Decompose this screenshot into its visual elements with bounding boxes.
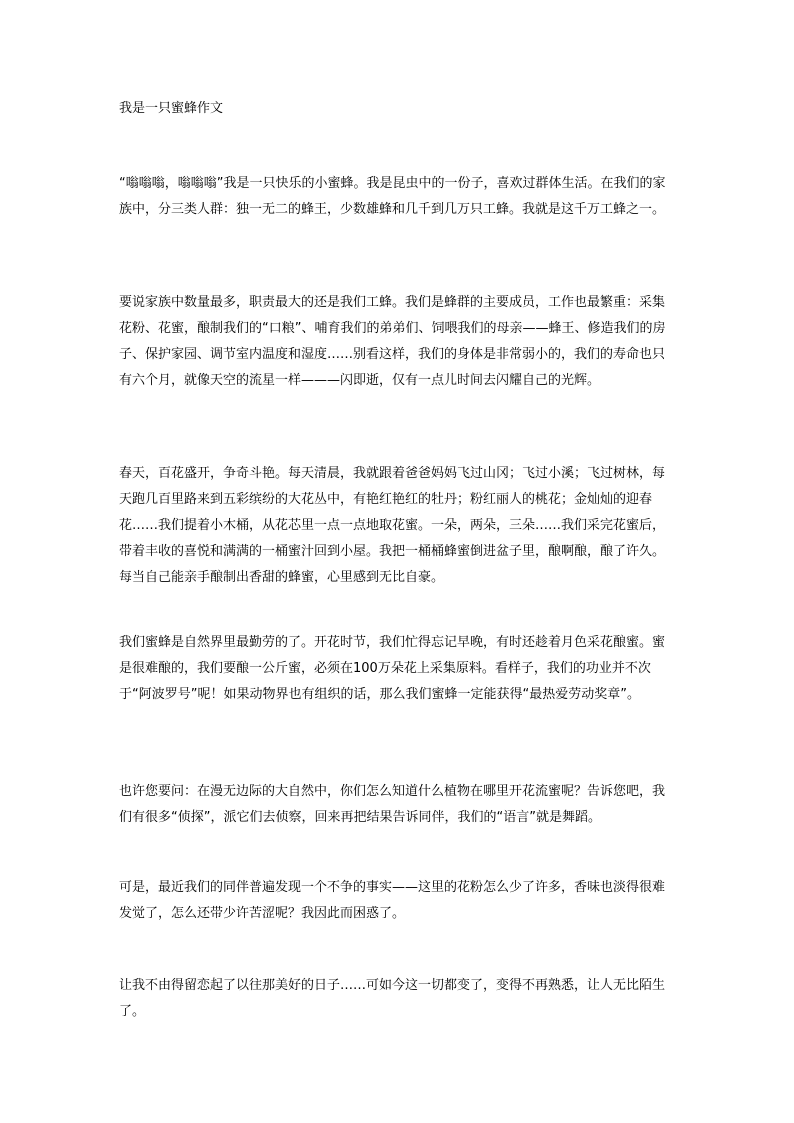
paragraph-7: 让我不由得留恋起了以往那美好的日子……可如今这一切都变了，变得不再熟悉，让人无比陌生了。 bbox=[119, 978, 666, 1019]
paragraph-4: 我们蜜蜂是自然界里最勤劳的了。开花时节，我们忙得忘记早晚，有时还趁着月色采花酿蜜。蜜是很难酿的，我们要酿一公斤蜜，必须在100万朵花上采集原料。看样子，我们的功业并不次于“阿波罗号”呢！如果动物界也有组织的话，那么我们蜜蜂一定能获得“最热爱劳动奖章”。 bbox=[119, 635, 666, 702]
paragraph-3: 春天，百花盛开，争奇斗艳。每天清晨，我就跟着爸爸妈妈飞过山冈；飞过小溪；飞过树林，每天跑几百里路来到五彩缤纷的大花丛中，有艳红艳红的牡丹；粉红丽人的桃花；金灿灿的迎春花……我们提着小木桶，从花芯里一点一点地取花蜜。一朵，两朵，三朵……我们采完花蜜后，带着丰收的喜悦和满满的一桶蜜汁回到小屋。我把一桶桶蜂蜜倒进盆子里，酿啊酿，酿了许久。每当自己能亲手酿制出香甜的蜂蜜，心里感到无比自豪。 bbox=[119, 466, 666, 585]
paragraph-2: 要说家族中数量最多，职责最大的还是我们工蜂。我们是蜂群的主要成员，工作也最繁重：采集花粉、花蜜，酿制我们的“口粮”、哺育我们的弟弟们、饲喂我们的母亲——蜂王、修造我们的房子、保护家园、调节室内温度和湿度……别看这样，我们的身体是非常弱小的，我们的寿命也只有六个月，就像天空的流星一样———闪即逝，仅有一点儿时间去闪耀自己的光辉。 bbox=[119, 295, 666, 388]
paragraph-5: 也许您要问：在漫无边际的大自然中，你们怎么知道什么植物在哪里开花流蜜呢？告诉您吧，我们有很多“侦探”，派它们去侦察，回来再把结果告诉同伴，我们的“语言”就是舞蹈。 bbox=[119, 784, 666, 825]
paragraph-6: 可是，最近我们的同伴普遍发现一个不争的事实——这里的花粉怎么少了许多，香味也淡得很难发觉了，怎么还带少许苦涩呢？我因此而困惑了。 bbox=[119, 880, 666, 921]
document-title: 我是一只蜜蜂作文 bbox=[119, 101, 224, 116]
paragraph-1: “嗡嗡嗡，嗡嗡嗡”我是一只快乐的小蜜蜂。我是昆虫中的一份子，喜欢过群体生活。在我们的家族中，分三类人群：独一无二的蜂王，少数雄蜂和几千到几万只工蜂。我就是这千万工蜂之一。 bbox=[119, 176, 666, 217]
